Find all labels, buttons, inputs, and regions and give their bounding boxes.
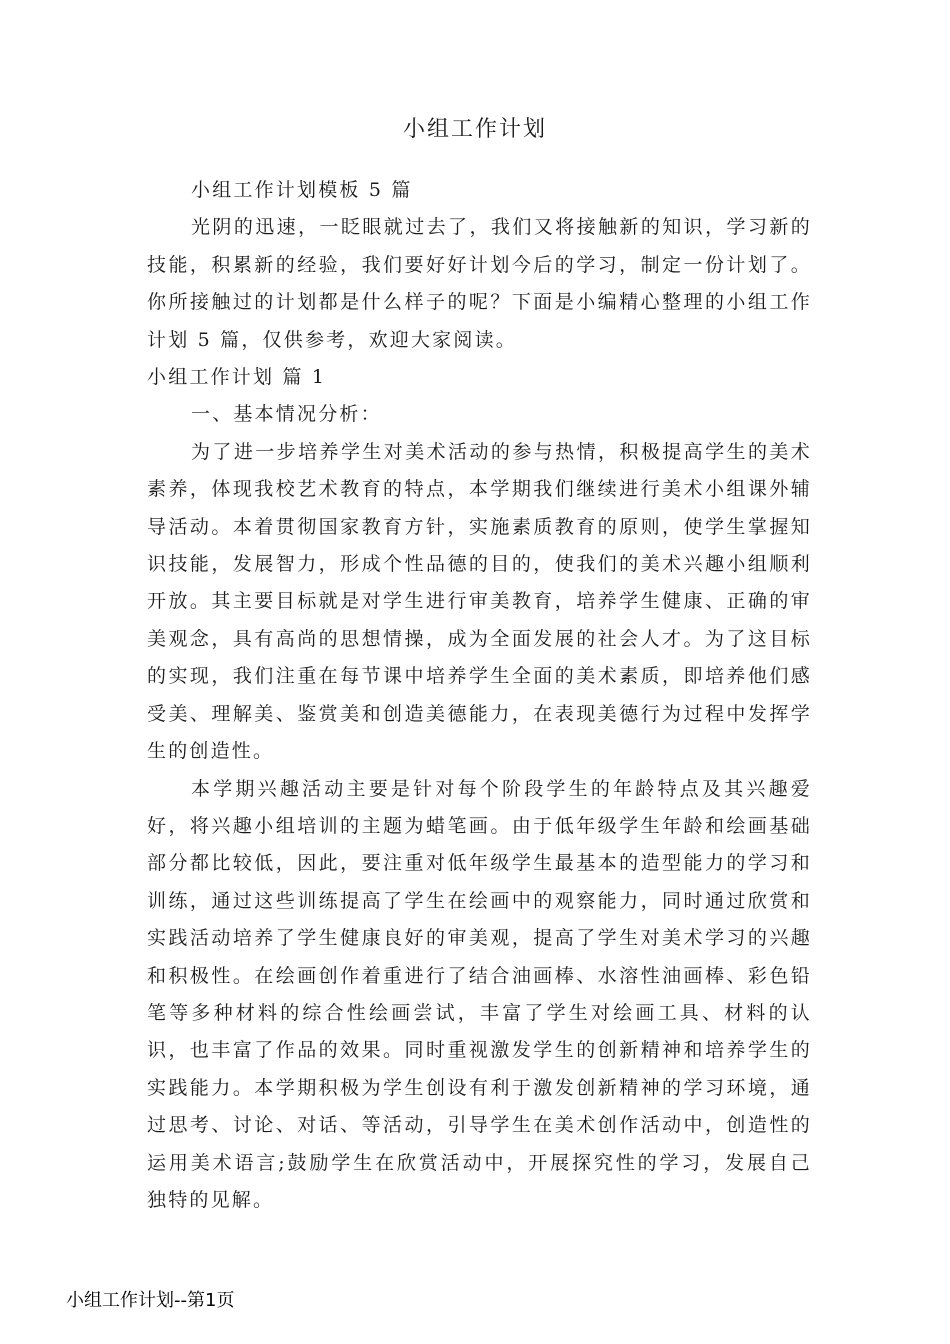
subheading: 一、基本情况分析：	[191, 403, 382, 426]
section-heading: 小组工作计划 篇 1	[147, 366, 327, 389]
document-subtitle: 小组工作计划模板 5 篇	[191, 179, 413, 201]
intro-paragraph: 光阴的迅速，一眨眼就过去了，我们又将接触新的知识，学习新的技能，积累新的经验，我们要好好计划今后的学习，制定一份计划了。你所接触过的计划都是什么样子的呢？下面是小编精心整理的小组工作计划 5 篇，仅供参考，欢迎大家阅读。	[147, 216, 812, 351]
body-paragraph-1: 为了进一步培养学生对美术活动的参与热情，积极提高学生的美术素养，体现我校艺术教育的特点，本学期我们继续进行美术小组课外辅导活动。本着贯彻国家教育方针，实施素质教育的原则，使学生掌握知识技能，发展智力，形成个性品德的目的，使我们的美术兴趣小组顺利开放。其主要目标就是对学生进行审美教育，培养学生健康、正确的审美观念，具有高尚的思想情操，成为全面发展的社会人才。为了这目标的实现，我们注重在每节课中培养学生全面的美术素质，即培养他们感受美、理解美、鉴赏美和创造美德能力，在表现美德行为过程中发挥学生的创造性。	[147, 440, 812, 763]
page-title: 小组工作计划	[402, 117, 547, 142]
document-body	[147, 172, 812, 1219]
page-footer: 小组工作计划--第1页	[66, 1290, 235, 1311]
body-paragraph-2: 本学期兴趣活动主要是针对每个阶段学生的年龄特点及其兴趣爱好，将兴趣小组培训的主题为蜡笔画。由于低年级学生年龄和绘画基础部分都比较低，因此，要注重对低年级学生最基本的造型能力的学习和训练，通过这些训练提高了学生在绘画中的观察能力，同时通过欣赏和实践活动培养了学生健康良好的审美观，提高了学生对美术学习的兴趣和积极性。在绘画创作着重进行了结合油画棒、水溶性油画棒、彩色铅笔等多种材料的综合性绘画尝试，丰富了学生对绘画工具、材料的认识，也丰富了作品的效果。同时重视激发学生的创新精神和培养学生的实践能力。本学期积极为学生创设有利于激发创新精神的学习环境，通过思考、讨论、对话、等活动，引导学生在美术创作活动中，创造性的运用美术语言;鼓励学生在欣赏活动中，开展探究性的学习，发展自己独特的见解。	[147, 777, 812, 1211]
